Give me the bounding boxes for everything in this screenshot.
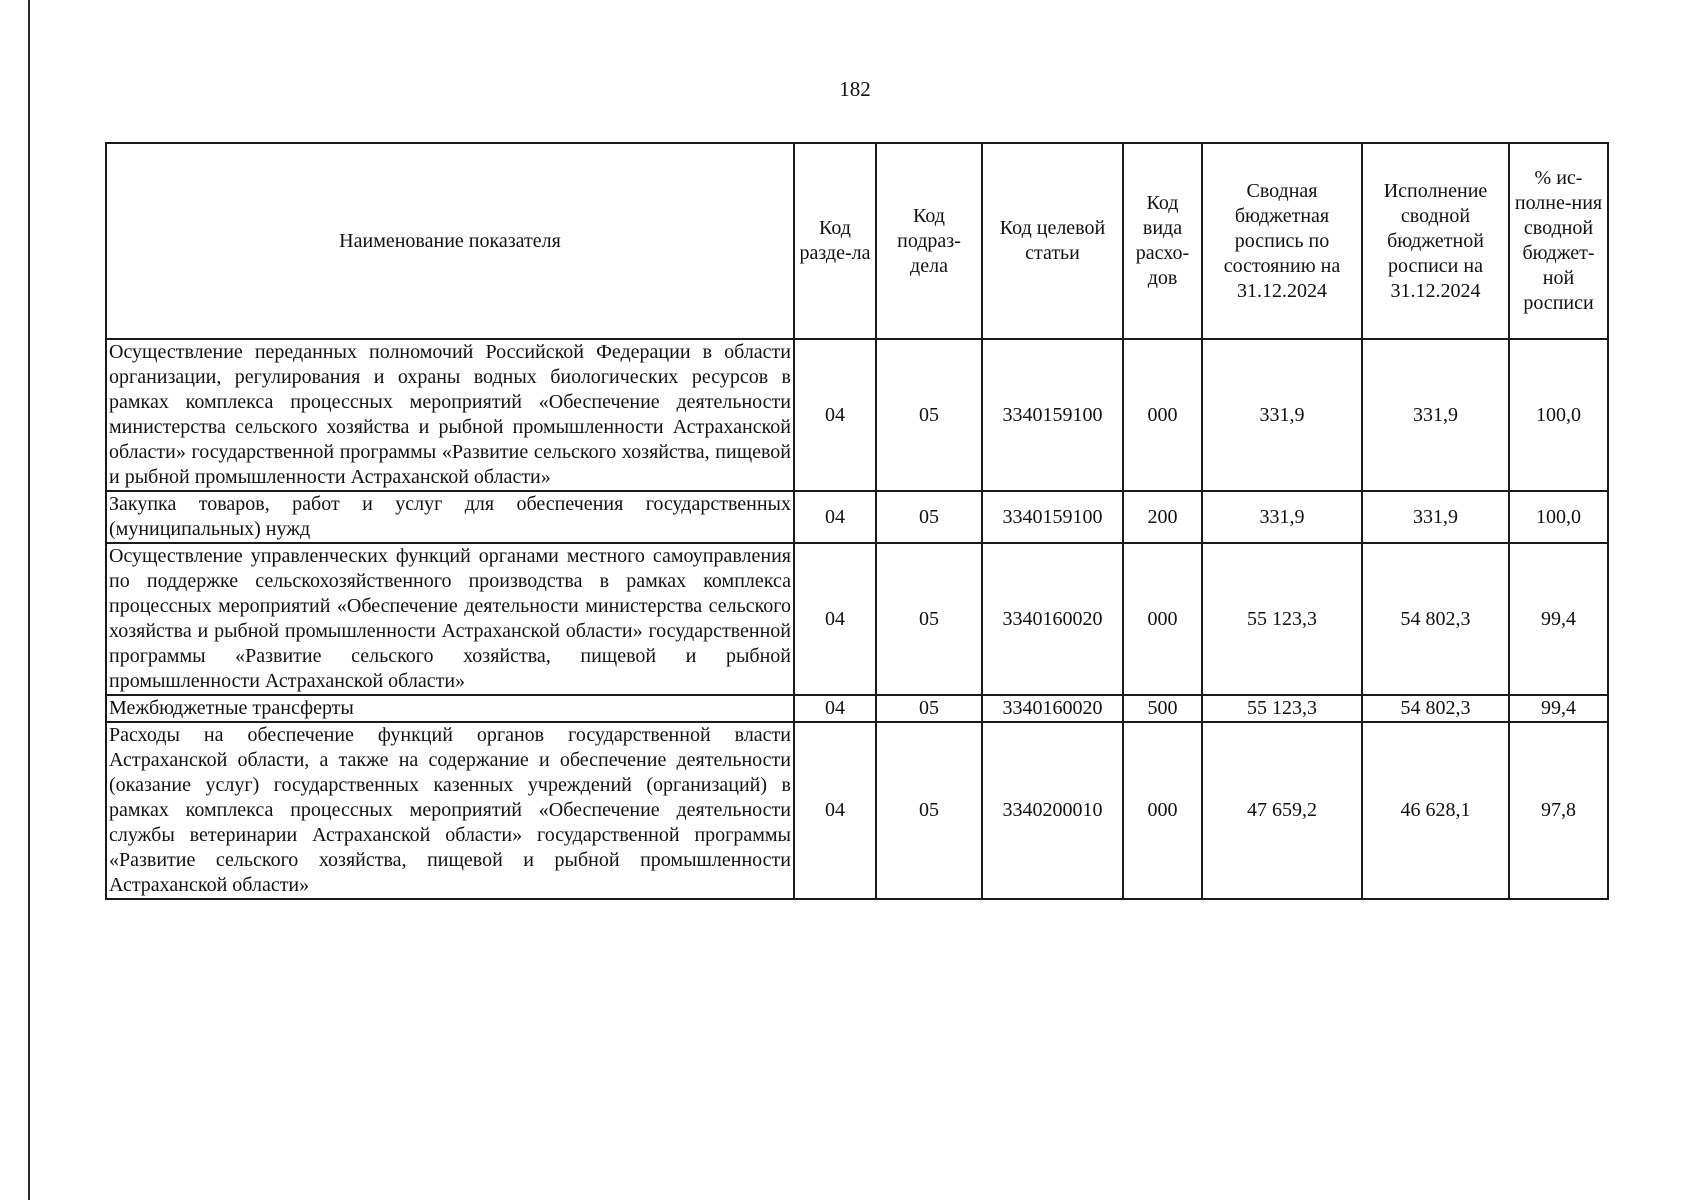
row-subsection-code: 05: [876, 695, 982, 722]
row-percent-value: 100,0: [1509, 491, 1608, 543]
row-name: Расходы на обеспечение функций органов государственной власти Астраханской области, а также на содержание и обеспечение деятельности (оказание услуг) государственных казенных учреждений (организаций) в рамках комплекса процессных мероприятий «Обеспечение деятельности службы ветеринарии Астраханской области» государственной программы «Развитие сельского хозяйства, пищевой и рыбной промышленности Астраханской области»: [106, 722, 794, 899]
header-section-code: Код разде-ла: [794, 143, 876, 339]
row-budget-value: 47 659,2: [1202, 722, 1362, 899]
budget-execution-table: [105, 142, 1609, 900]
table-row: [106, 695, 1608, 722]
header-row: [106, 143, 1608, 339]
header-target-code: Код целевой статьи: [982, 143, 1123, 339]
header-execution: Исполнение сводной бюджетной росписи на 31.12.2024: [1362, 143, 1509, 339]
header-subsection-code: Код подраз-дела: [876, 143, 982, 339]
row-section-code: 04: [794, 695, 876, 722]
row-section-code: 04: [794, 339, 876, 491]
row-target-code: 3340159100: [982, 339, 1123, 491]
row-budget-value: 331,9: [1202, 339, 1362, 491]
row-section-code: 04: [794, 491, 876, 543]
row-execution-value: 331,9: [1362, 339, 1509, 491]
row-expense-type-code: 200: [1123, 491, 1202, 543]
row-expense-type-code: 500: [1123, 695, 1202, 722]
table-row: [106, 543, 1608, 695]
row-expense-type-code: 000: [1123, 339, 1202, 491]
row-percent-value: 99,4: [1509, 543, 1608, 695]
row-expense-type-code: 000: [1123, 543, 1202, 695]
row-target-code: 3340200010: [982, 722, 1123, 899]
row-execution-value: 54 802,3: [1362, 543, 1509, 695]
row-section-code: 04: [794, 722, 876, 899]
row-target-code: 3340160020: [982, 543, 1123, 695]
header-execution-percent: % ис-полне-ния сводной бюджет-ной росписи: [1509, 143, 1608, 339]
row-subsection-code: 05: [876, 491, 982, 543]
row-budget-value: 331,9: [1202, 491, 1362, 543]
row-execution-value: 54 802,3: [1362, 695, 1509, 722]
scan-edge-line: [28, 0, 30, 1200]
row-budget-value: 55 123,3: [1202, 543, 1362, 695]
table-body: [106, 339, 1608, 899]
row-name: Осуществление управленческих функций органами местного самоуправления по поддержке сельскохозяйственного производства в рамках комплекса процессных мероприятий «Обеспечение деятельности министерства сельского хозяйства и рыбной промышленности Астраханской области» государственной программы «Развитие сельского хозяйства, пищевой и рыбной промышленности Астраханской области»: [106, 543, 794, 695]
row-subsection-code: 05: [876, 543, 982, 695]
row-subsection-code: 05: [876, 722, 982, 899]
row-name: Осуществление переданных полномочий Российской Федерации в области организации, регулирования и охраны водных биологических ресурсов в рамках комплекса процессных мероприятий «Обеспечение деятельности министерства сельского хозяйства и рыбной промышленности Астраханской области» государственной программы «Развитие сельского хозяйства, пищевой и рыбной промышленности Астраханской области»: [106, 339, 794, 491]
row-name: Закупка товаров, работ и услуг для обеспечения государственных (муниципальных) нужд: [106, 491, 794, 543]
header-expense-type-code: Код вида расхо-дов: [1123, 143, 1202, 339]
row-execution-value: 46 628,1: [1362, 722, 1509, 899]
table-row: [106, 339, 1608, 491]
row-percent-value: 100,0: [1509, 339, 1608, 491]
table-header: [106, 143, 1608, 339]
row-target-code: 3340159100: [982, 491, 1123, 543]
row-percent-value: 97,8: [1509, 722, 1608, 899]
row-target-code: 3340160020: [982, 695, 1123, 722]
page-number: 182: [839, 77, 871, 101]
header-budget-schedule: Сводная бюджетная роспись по состоянию на 31.12.2024: [1202, 143, 1362, 339]
row-execution-value: 331,9: [1362, 491, 1509, 543]
row-section-code: 04: [794, 543, 876, 695]
table-row: [106, 491, 1608, 543]
row-percent-value: 99,4: [1509, 695, 1608, 722]
row-expense-type-code: 000: [1123, 722, 1202, 899]
table-row: [106, 722, 1608, 899]
header-name: Наименование показателя: [106, 143, 794, 339]
row-budget-value: 55 123,3: [1202, 695, 1362, 722]
row-name: Межбюджетные трансферты: [106, 695, 794, 722]
row-subsection-code: 05: [876, 339, 982, 491]
